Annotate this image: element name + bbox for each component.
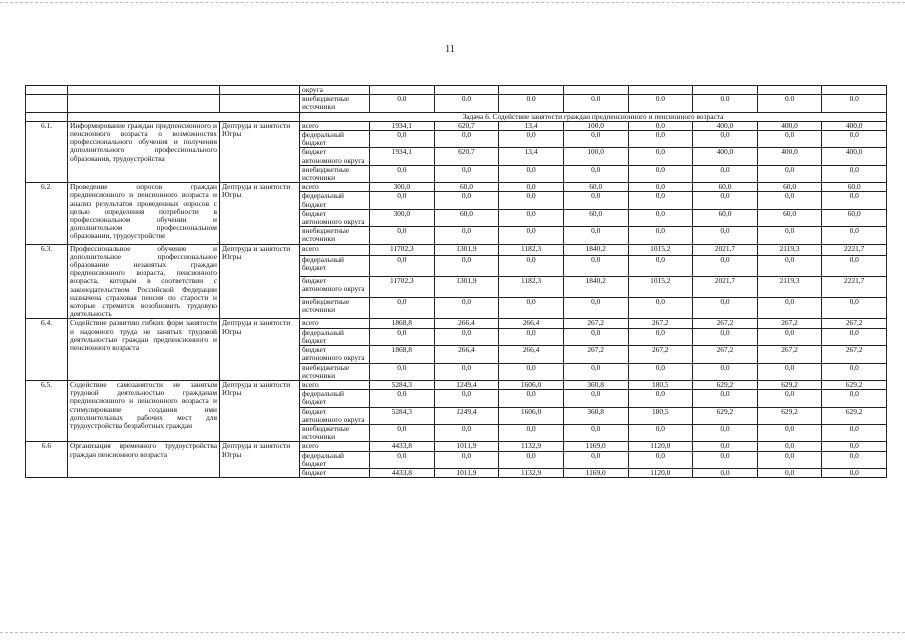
value-cell: 267,2 — [693, 346, 758, 363]
value-cell: 1011,9 — [434, 468, 499, 477]
value-cell: 100,0 — [563, 121, 628, 130]
value-cell: 0,0 — [757, 328, 822, 345]
value-cell: 0,0 — [628, 424, 693, 441]
value-cell: 0,0 — [757, 451, 822, 468]
value-cell: 1120,0 — [628, 442, 693, 451]
value-cell: 400,0 — [693, 121, 758, 130]
value-cell: 180,5 — [628, 407, 693, 424]
value-cell: 1169,0 — [563, 442, 628, 451]
value-cell: 0,0 — [370, 227, 435, 244]
value-cell: 267,2 — [757, 319, 822, 328]
funding-source: федеральный бюджет — [300, 328, 370, 345]
measure-executor: Дептруда и занятости Югры — [220, 244, 300, 319]
funding-source: всего — [300, 121, 370, 130]
value-cell: 0,0 — [434, 424, 499, 441]
value-cell: 1840,2 — [563, 244, 628, 255]
value-cell: 60,0 — [434, 209, 499, 226]
value-cell: 0,0 — [693, 442, 758, 451]
value-cell: 267,2 — [563, 319, 628, 328]
measure-executor — [220, 86, 300, 95]
value-cell: 0,0 — [693, 192, 758, 209]
funding-source: федеральный бюджет — [300, 390, 370, 407]
value-cell: 0,0 — [434, 363, 499, 380]
value-cell: 1868,8 — [370, 346, 435, 363]
table-body — [26, 86, 887, 478]
funding-source: всего — [300, 244, 370, 255]
value-cell: 1301,9 — [434, 277, 499, 298]
value-cell: 0.0 — [499, 95, 564, 112]
value-cell: 0,0 — [822, 363, 887, 380]
value-cell: 0,0 — [822, 328, 887, 345]
value-cell: 60,0 — [563, 209, 628, 226]
funding-source: федеральный бюджет — [300, 451, 370, 468]
value-cell: 0,0 — [693, 298, 758, 319]
value-cell: 2021,7 — [693, 277, 758, 298]
table-row — [26, 183, 887, 192]
page-number: 11 — [445, 44, 455, 55]
value-cell: 1606,0 — [499, 407, 564, 424]
value-cell: 0,0 — [757, 468, 822, 477]
value-cell: 1011,9 — [434, 442, 499, 451]
funding-source: округа — [300, 86, 370, 95]
value-cell: 300,0 — [370, 183, 435, 192]
value-cell — [693, 86, 758, 95]
value-cell: 1934,1 — [370, 121, 435, 130]
value-cell: 0,0 — [370, 192, 435, 209]
value-cell: 1934,1 — [370, 148, 435, 165]
value-cell: 629,2 — [693, 407, 758, 424]
funding-source: бюджет автономного округа — [300, 407, 370, 424]
value-cell: 0,0 — [563, 451, 628, 468]
value-cell: 1015,2 — [628, 277, 693, 298]
value-cell: 0,0 — [757, 424, 822, 441]
measure-number — [26, 95, 68, 112]
value-cell — [434, 86, 499, 95]
funding-source: федеральный бюджет — [300, 255, 370, 276]
value-cell: 0,0 — [693, 255, 758, 276]
measure-number: 6.2. — [26, 183, 68, 244]
value-cell: 0,0 — [563, 390, 628, 407]
value-cell: 0,0 — [822, 192, 887, 209]
value-cell: 2119,3 — [757, 277, 822, 298]
value-cell: 400,0 — [757, 148, 822, 165]
task-row — [26, 112, 887, 121]
value-cell: 2021,7 — [693, 244, 758, 255]
funding-source: федеральный бюджет — [300, 131, 370, 148]
value-cell: 0,0 — [499, 131, 564, 148]
value-cell: 0,0 — [628, 183, 693, 192]
value-cell: 0,0 — [693, 165, 758, 182]
value-cell: 400,0 — [693, 148, 758, 165]
value-cell: 0,0 — [499, 227, 564, 244]
measure-executor: Дептруда и занятости Югры — [220, 442, 300, 478]
empty-cell — [68, 112, 300, 121]
value-cell: 60,0 — [434, 183, 499, 192]
value-cell: 0,0 — [628, 131, 693, 148]
value-cell: 0,0 — [370, 328, 435, 345]
value-cell: 0,0 — [628, 298, 693, 319]
value-cell: 0,0 — [370, 424, 435, 441]
funding-source: бюджет автономного округа — [300, 209, 370, 226]
value-cell: 0,0 — [434, 192, 499, 209]
value-cell: 0,0 — [434, 131, 499, 148]
value-cell: 0,0 — [434, 227, 499, 244]
value-cell: 0,0 — [370, 255, 435, 276]
measure-description: Содействие самозанятости не занятым трудовой деятельностью гражданам предпенсионного и пенсионного возраста и стимулирование создания ими дополнительных рабочих мест для трудоустройства безработных граждан — [68, 380, 220, 441]
table-row — [26, 86, 887, 95]
scan-edge-bottom — [0, 632, 905, 636]
value-cell: 0,0 — [628, 451, 693, 468]
value-cell: 0,0 — [693, 363, 758, 380]
value-cell — [628, 86, 693, 95]
value-cell: 5284,3 — [370, 380, 435, 389]
value-cell: 0,0 — [499, 298, 564, 319]
value-cell: 0,0 — [563, 165, 628, 182]
value-cell: 0,0 — [822, 442, 887, 451]
value-cell: 0,0 — [693, 328, 758, 345]
value-cell — [757, 86, 822, 95]
value-cell: 266,4 — [434, 319, 499, 328]
table-row — [26, 244, 887, 255]
measure-number: 6.5. — [26, 380, 68, 441]
value-cell: 60,0 — [693, 183, 758, 192]
value-cell: 267,2 — [563, 346, 628, 363]
value-cell: 1182,3 — [499, 277, 564, 298]
value-cell: 1840,2 — [563, 277, 628, 298]
value-cell: 0,0 — [434, 451, 499, 468]
value-cell — [499, 86, 564, 95]
value-cell: 60,0 — [563, 183, 628, 192]
measure-number: 6.1. — [26, 121, 68, 182]
value-cell: 1301,9 — [434, 244, 499, 255]
value-cell: 0,0 — [563, 298, 628, 319]
value-cell: 0,0 — [822, 165, 887, 182]
value-cell: 2119,3 — [757, 244, 822, 255]
value-cell: 0,0 — [499, 183, 564, 192]
table-row — [26, 442, 887, 451]
measure-description: Профессиональное обучение и дополнительное профессиональное образование незанятых граждан предпенсионного возраста, пенсионного возраста, которым в соответствии с законодательством Российской Федерации назначена страховая пенсия по старости и которые стремятся возобновить трудовую деятельность — [68, 244, 220, 319]
value-cell: 60,0 — [757, 183, 822, 192]
value-cell: 0,0 — [628, 209, 693, 226]
table-row — [26, 380, 887, 389]
value-cell: 0,0 — [499, 424, 564, 441]
table-row — [26, 319, 887, 328]
value-cell: 0.0 — [563, 95, 628, 112]
value-cell: 0,0 — [628, 328, 693, 345]
funding-source: всего — [300, 442, 370, 451]
value-cell: 300,0 — [370, 209, 435, 226]
measure-executor — [220, 95, 300, 112]
value-cell: 0,0 — [693, 451, 758, 468]
value-cell: 0.0 — [757, 95, 822, 112]
value-cell: 360,8 — [563, 407, 628, 424]
value-cell: 13,4 — [499, 148, 564, 165]
value-cell: 0,0 — [757, 255, 822, 276]
funding-source: внебюджетные источники — [300, 298, 370, 319]
value-cell: 0,0 — [628, 363, 693, 380]
value-cell: 629,2 — [757, 380, 822, 389]
value-cell: 0,0 — [370, 363, 435, 380]
value-cell: 0,0 — [822, 390, 887, 407]
value-cell: 0,0 — [499, 192, 564, 209]
value-cell: 0,0 — [563, 424, 628, 441]
value-cell: 0,0 — [628, 390, 693, 407]
value-cell: 267,2 — [757, 346, 822, 363]
task-title: Задача 6. Содействие занятости граждан предпенсионного и пенсионного возраста — [300, 112, 887, 121]
value-cell: 1868,8 — [370, 319, 435, 328]
funding-source: бюджет — [300, 468, 370, 477]
measure-description: Содействие развитию гибких форм занятости и надомного труда не занятых трудовой деятельностью граждан предпенсионного и пенсионного возраста — [68, 319, 220, 380]
value-cell: 0,0 — [370, 390, 435, 407]
measure-number: 6.3. — [26, 244, 68, 319]
value-cell: 1120,0 — [628, 468, 693, 477]
funding-source: внебюджетные источники — [300, 165, 370, 182]
value-cell: 0,0 — [563, 328, 628, 345]
funding-source: внебюджетные источники — [300, 363, 370, 380]
value-cell: 266,4 — [499, 319, 564, 328]
value-cell: 0,0 — [757, 227, 822, 244]
measure-description: Информирование граждан предпенсионного и пенсионного возраста о возможностях профессионального обучения и получения дополнительного профессионального образования, трудоустройства — [68, 121, 220, 182]
table-row — [26, 121, 887, 130]
value-cell: 0.0 — [370, 95, 435, 112]
measure-description — [68, 95, 220, 112]
measure-number — [26, 86, 68, 95]
value-cell: 400,0 — [757, 121, 822, 130]
value-cell: 629,2 — [757, 407, 822, 424]
value-cell: 620,7 — [434, 148, 499, 165]
value-cell: 60,0 — [822, 183, 887, 192]
value-cell: 4433,8 — [370, 442, 435, 451]
value-cell: 0.0 — [434, 95, 499, 112]
scan-edge-top — [0, 2, 905, 6]
funding-source: внебюджетные источники — [300, 424, 370, 441]
value-cell: 1182,3 — [499, 244, 564, 255]
funding-source: федеральный бюджет — [300, 192, 370, 209]
value-cell: 0,0 — [693, 424, 758, 441]
value-cell: 0.0 — [822, 95, 887, 112]
value-cell: 0,0 — [499, 209, 564, 226]
value-cell: 0,0 — [434, 328, 499, 345]
value-cell: 0,0 — [693, 131, 758, 148]
value-cell: 0,0 — [499, 363, 564, 380]
funding-source: всего — [300, 380, 370, 389]
value-cell: 1249,4 — [434, 407, 499, 424]
measure-number: 6.6 — [26, 442, 68, 478]
value-cell: 1015,2 — [628, 244, 693, 255]
funding-source: внебюджетные источники — [300, 227, 370, 244]
value-cell: 0,0 — [370, 131, 435, 148]
value-cell: 5284,3 — [370, 407, 435, 424]
funding-source: бюджет автономного округа — [300, 346, 370, 363]
value-cell: 0,0 — [499, 328, 564, 345]
value-cell: 0,0 — [563, 131, 628, 148]
value-cell: 60,0 — [822, 209, 887, 226]
budget-table — [25, 85, 887, 478]
value-cell: 629,2 — [822, 407, 887, 424]
value-cell: 0,0 — [628, 121, 693, 130]
value-cell: 0,0 — [822, 451, 887, 468]
value-cell: 0,0 — [370, 165, 435, 182]
value-cell: 0,0 — [370, 451, 435, 468]
value-cell: 60,0 — [693, 209, 758, 226]
measure-description: Проведение опросов граждан предпенсионного и пенсионного возраста и анализ результатов проведенных опросов с целью определения потребности в профессиональном обучении и дополнительном профессиональном образовании, трудоустройстве — [68, 183, 220, 244]
value-cell: 11702,3 — [370, 277, 435, 298]
value-cell: 0,0 — [822, 468, 887, 477]
value-cell: 267,2 — [822, 319, 887, 328]
value-cell: 1132,9 — [499, 442, 564, 451]
value-cell: 400,0 — [822, 121, 887, 130]
value-cell: 1132,9 — [499, 468, 564, 477]
value-cell: 0,0 — [628, 227, 693, 244]
measure-description — [68, 86, 220, 95]
value-cell: 0,0 — [693, 390, 758, 407]
value-cell: 0,0 — [822, 227, 887, 244]
value-cell: 0,0 — [757, 131, 822, 148]
value-cell: 1606,0 — [499, 380, 564, 389]
value-cell: 266,4 — [434, 346, 499, 363]
value-cell: 2221,7 — [822, 277, 887, 298]
value-cell: 629,2 — [822, 380, 887, 389]
value-cell: 0,0 — [434, 165, 499, 182]
value-cell: 11702,3 — [370, 244, 435, 255]
value-cell: 0,0 — [757, 165, 822, 182]
value-cell: 0,0 — [563, 192, 628, 209]
value-cell: 0,0 — [757, 298, 822, 319]
value-cell: 1169,0 — [563, 468, 628, 477]
value-cell: 2221,7 — [822, 244, 887, 255]
value-cell — [563, 86, 628, 95]
value-cell: 60,0 — [757, 209, 822, 226]
value-cell: 0,0 — [822, 131, 887, 148]
value-cell: 267,2 — [822, 346, 887, 363]
measure-executor: Дептруда и занятости Югры — [220, 183, 300, 244]
value-cell: 629,2 — [693, 380, 758, 389]
value-cell: 0,0 — [822, 255, 887, 276]
value-cell: 100,0 — [563, 148, 628, 165]
value-cell: 4433,8 — [370, 468, 435, 477]
value-cell: 0,0 — [757, 363, 822, 380]
measure-executor: Дептруда и занятости Югры — [220, 121, 300, 182]
value-cell: 0,0 — [757, 390, 822, 407]
value-cell: 0,0 — [434, 298, 499, 319]
value-cell: 0,0 — [757, 442, 822, 451]
value-cell: 0,0 — [499, 451, 564, 468]
value-cell: 0,0 — [499, 255, 564, 276]
value-cell: 266,4 — [499, 346, 564, 363]
value-cell: 13,4 — [499, 121, 564, 130]
funding-source: бюджет автономного округа — [300, 277, 370, 298]
value-cell: 0,0 — [563, 227, 628, 244]
value-cell: 0.0 — [693, 95, 758, 112]
value-cell: 0,0 — [563, 363, 628, 380]
value-cell: 620,7 — [434, 121, 499, 130]
value-cell: 0,0 — [628, 255, 693, 276]
funding-source: бюджет автономного округа — [300, 148, 370, 165]
value-cell: 0,0 — [499, 390, 564, 407]
measure-number: 6.4. — [26, 319, 68, 380]
value-cell: 0.0 — [628, 95, 693, 112]
empty-cell — [26, 112, 68, 121]
measure-description: Организация временного трудоустройства граждан пенсионного возраста — [68, 442, 220, 478]
measure-executor: Дептруда и занятости Югры — [220, 319, 300, 380]
table-row — [26, 95, 887, 112]
value-cell: 267,2 — [628, 319, 693, 328]
value-cell: 400,0 — [822, 148, 887, 165]
value-cell: 0,0 — [628, 148, 693, 165]
funding-source: всего — [300, 183, 370, 192]
value-cell — [822, 86, 887, 95]
value-cell: 0,0 — [628, 165, 693, 182]
value-cell: 0,0 — [822, 424, 887, 441]
value-cell: 360,8 — [563, 380, 628, 389]
value-cell: 180,5 — [628, 380, 693, 389]
funding-source: всего — [300, 319, 370, 328]
value-cell: 0,0 — [434, 255, 499, 276]
value-cell: 0,0 — [693, 227, 758, 244]
value-cell: 0,0 — [370, 298, 435, 319]
value-cell: 0,0 — [628, 192, 693, 209]
value-cell: 0,0 — [757, 192, 822, 209]
value-cell: 267,2 — [628, 346, 693, 363]
value-cell — [370, 86, 435, 95]
value-cell: 0,0 — [499, 165, 564, 182]
value-cell: 0,0 — [563, 255, 628, 276]
measure-executor: Дептруда и занятости Югры — [220, 380, 300, 441]
value-cell: 0,0 — [434, 390, 499, 407]
value-cell: 0,0 — [822, 298, 887, 319]
value-cell: 267,2 — [693, 319, 758, 328]
funding-source: внебюджетные источники — [300, 95, 370, 112]
value-cell: 0,0 — [693, 468, 758, 477]
value-cell: 1249,4 — [434, 380, 499, 389]
